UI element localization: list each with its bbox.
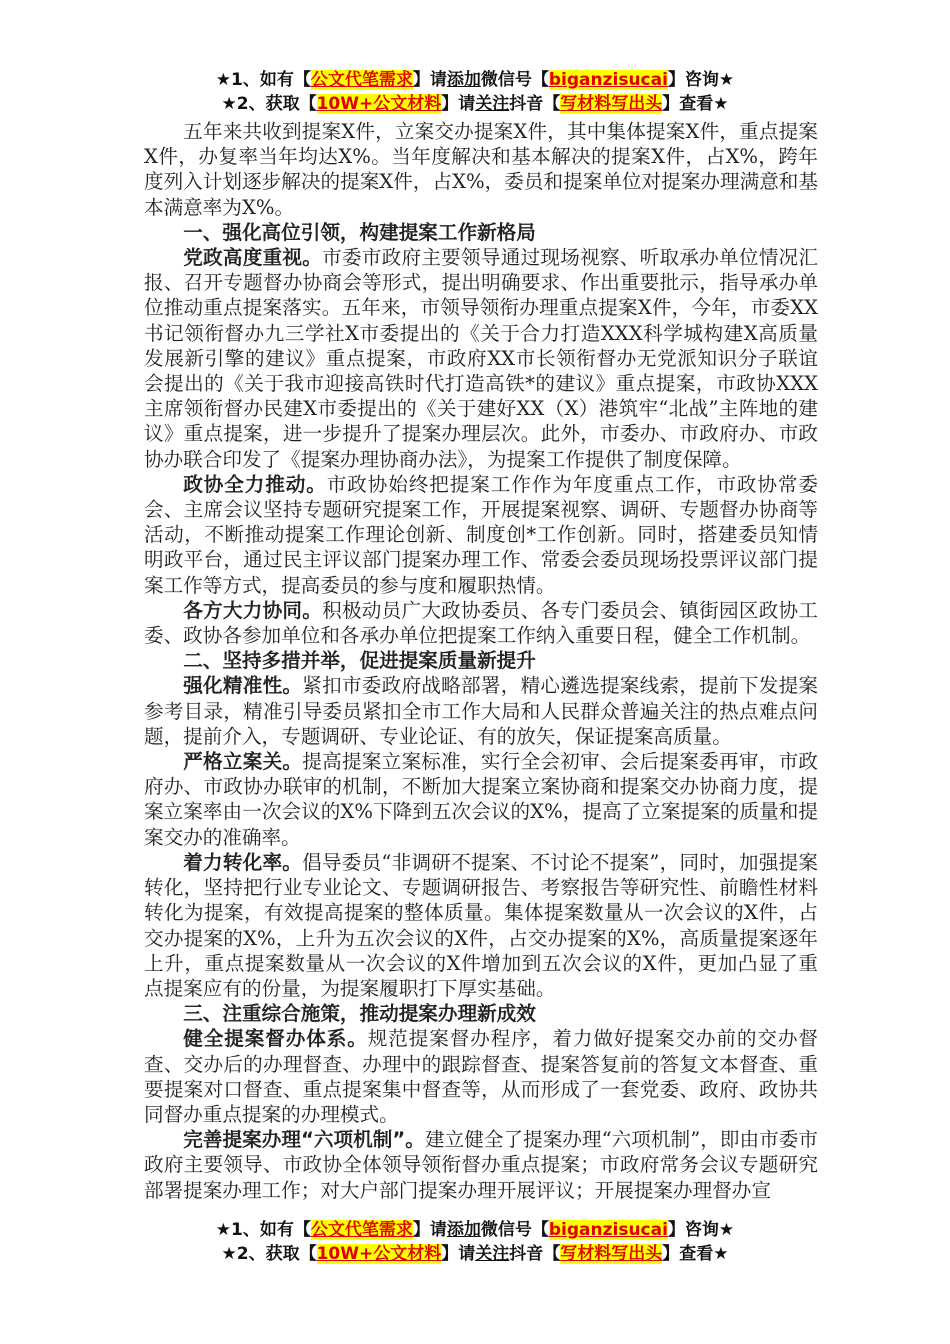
promo-text: 】请 — [441, 1244, 476, 1264]
paragraph — [144, 673, 818, 749]
promo-douyin-id: 写材料写出头 — [560, 94, 663, 114]
section-heading: 三、注重综合施策，推动提案办理新成效 — [183, 1002, 536, 1026]
paragraph — [144, 1127, 818, 1203]
promo-underlined: 添加 — [446, 1220, 481, 1240]
promo-text: 抖音【 — [509, 94, 561, 114]
paragraph — [144, 245, 818, 472]
intro-paragraph: 五年来共收到提案X件，立案交办提案X件，其中集体提案X件，重点提案X件，办复率当年均达X%。当年度解决和基本解决的提案X件，占X%，跨年度列入计划逐步解决的提案X件，占X%，委员和提案单位对提案办理满意和基本满意率为X%。 — [144, 120, 818, 219]
paragraph-lead: 政协全力推动。 — [183, 472, 327, 496]
promo-text: 微信号【 — [480, 70, 549, 90]
promo-text: 抖音【 — [509, 1244, 561, 1264]
section-heading: 一、强化高位引领，构建提案工作新格局 — [183, 220, 536, 244]
promo-wechat-id: biganzisucai — [548, 1220, 668, 1240]
paragraph-text: 规范提案督办程序，着力做好提案交办前的交办督查、交办后的办理督查、办理中的跟踪督查、提案答复前的答复文本督查、重要提案对口督查、重点提案集中督查等，从而形成了一套党委、政府、政协共同督办重点提案的办理模式。 — [144, 1027, 819, 1126]
promo-underlined: 添加 — [446, 70, 481, 90]
promo-highlight: 10W+公文材料 — [316, 1244, 442, 1264]
promo-text: 】查看★ — [662, 1244, 729, 1264]
paragraph-text: 积极动员广大政协委员、各专门委员会、镇街园区政协工委、政协各参加单位和各承办单位把提案工作纳入重要日程，健全工作机制。 — [144, 598, 819, 648]
promo-line-2 — [0, 92, 950, 116]
promo-underlined: 关注 — [475, 94, 510, 114]
promo-text: ★1、如有【 — [215, 70, 311, 90]
promo-highlight: 公文代笔需求 — [310, 1220, 413, 1240]
paragraph-lead: 严格立案关。 — [183, 750, 303, 774]
promo-banner-top — [0, 68, 950, 116]
paragraph-text: 紧扣市委政府战略部署，精心遴选提案线索，提前下发提案参考目录，精准引导委员紧扣全市工作大局和人民群众普遍关注的热点难点问题，提前介入，专题调研、专业论证、有的放矢，保证提案高质量。 — [144, 674, 819, 748]
paragraph-lead: 强化精准性。 — [183, 674, 303, 698]
paragraph-text: 市委市政府主要领导通过现场视察、听取承办单位情况汇报、召开专题督办协商会等形式，提出明确要求、作出重要批示，指导承办单位推动重点提案落实。五年来，市领导领衔办理重点提案X件，今年，市委XX书记领衔督办九三学社X市委提出的《关于合力打造XXX科学城构建X高质量发展新引擎的建议》重点提案，市政府XX市长领衔督办无党派知识分子联谊会提出的《关于我市迎接高铁时代打造高铁*的建议》重点提案，市政协XXX主席领衔督办民建X市委提出的《关于建好XX（X）港筑牢“北战”主阵地的建议》重点提案，进一步提升了提案办理层次。此外，市委办、市政府办、市政协办联合印发了《提案办理协商办法》，为提案工作提供了制度保障。 — [144, 246, 819, 471]
promo-highlight: 公文代笔需求 — [310, 70, 413, 90]
paragraph-lead: 各方大力协同。 — [183, 598, 323, 622]
paragraph — [144, 472, 818, 598]
promo-text: 】咨询★ — [667, 70, 735, 90]
paragraph-lead: 党政高度重视。 — [183, 246, 323, 270]
paragraph-text: 市政协始终把提案工作作为年度重点工作，市政协常委会、主席会议坚持专题研究提案工作，开展提案视察、调研、专题督办协商等活动，不断推动提案工作理论创新、制度创*工作创新。同时，搭建委员知情明政平台，通过民主评议部门提案办理工作、常委会委员现场投票评议部门提案工作等方式，提高委员的参与度和履职热情。 — [144, 472, 819, 597]
promo-wechat-id: biganzisucai — [548, 70, 668, 90]
promo-line-1 — [0, 68, 950, 92]
promo-text: 】咨询★ — [667, 1220, 735, 1240]
promo-text: 】请 — [412, 1220, 447, 1240]
paragraph-text: 建立健全了提案办理“六项机制”，即由市委市政府主要领导、市政协全体领导领衔督办重点提案；市政府常务会议专题研究部署提案办理工作；对大户部门提案办理开展评议；开展提案办理督办宣 — [144, 1128, 818, 1202]
promo-banner-bottom — [0, 1218, 950, 1266]
paragraph-lead: 完善提案办理“六项机制”。 — [183, 1128, 425, 1152]
section-heading: 二、坚持多措并举，促进提案质量新提升 — [183, 649, 536, 673]
promo-text: 】请 — [441, 94, 476, 114]
paragraph — [144, 598, 818, 648]
paragraph-text: 倡导委员“非调研不提案、不讨论不提案”，同时，加强提案转化，坚持把行业专业论文、专题调研报告、考察报告等研究性、前瞻性材料转化为提案，有效提高提案的整体质量。集体提案数量从一次会议的X件，占交办提案的X%，上升为五次会议的X件，占交办提案的X%，高质量提案逐年上升，重点提案数量从一次会议的X件增加到五次会议的X件，更加凸显了重点提案应有的份量，为提案履职打下厚实基础。 — [144, 850, 818, 1000]
promo-underlined: 关注 — [475, 1244, 510, 1264]
promo-highlight: 10W+公文材料 — [316, 94, 442, 114]
paragraph-lead: 着力转化率。 — [183, 850, 303, 874]
promo-text: ★2、获取【 — [221, 94, 317, 114]
paragraph-text: 提高提案立案标准，实行全会初审、会后提案委再审，市政府办、市政协办联审的机制，不断加大提案立案协商和提案交办协商力度，提案立案率由一次会议的X%下降到五次会议的X%，提高了立案提案的质量和提案交办的准确率。 — [144, 750, 819, 849]
paragraph — [144, 850, 818, 1001]
promo-douyin-id: 写材料写出头 — [560, 1244, 663, 1264]
promo-text: ★2、获取【 — [221, 1244, 317, 1264]
paragraph — [144, 749, 818, 850]
promo-line-2 — [0, 1242, 950, 1266]
paragraph-lead: 健全提案督办体系。 — [183, 1027, 368, 1051]
promo-text: 微信号【 — [480, 1220, 549, 1240]
promo-line-1 — [0, 1218, 950, 1242]
promo-text: 】查看★ — [662, 94, 729, 114]
paragraph — [144, 1026, 818, 1127]
document-body — [144, 119, 818, 1203]
promo-text: 】请 — [412, 70, 447, 90]
promo-text: ★1、如有【 — [215, 1220, 311, 1240]
